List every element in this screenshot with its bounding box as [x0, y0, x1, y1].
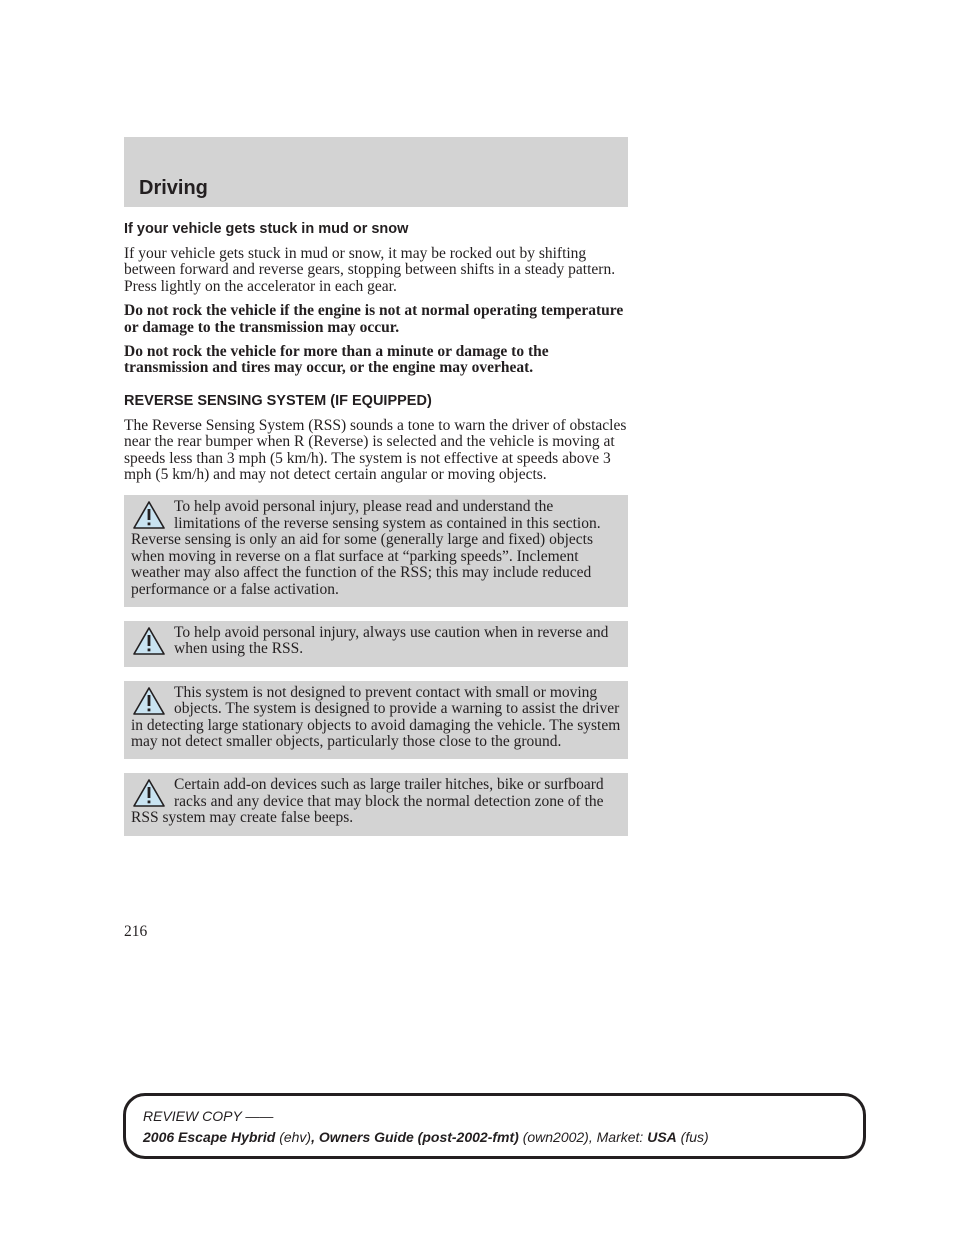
warning-triangle-icon	[132, 500, 166, 530]
warning-text-1: To help avoid personal injury, please read and understand the limitations of the reverse sensing system as contained in this section. Reverse sensing is only an aid for some (generally large and fixed) objects when moving in reverse on a flat surface at “parking speeds”. Inclement weather may also affect the function of the RSS; this may include reduced performance or a false activation.	[131, 498, 601, 598]
footer-market-label: , Market:	[588, 1129, 644, 1145]
warning-box-1	[124, 495, 628, 606]
warning-box-4	[124, 773, 628, 835]
warning-triangle-icon	[132, 626, 166, 656]
warning-triangle-icon	[132, 686, 166, 716]
warning-box-2	[124, 621, 628, 667]
footer-market: USA	[647, 1129, 677, 1145]
section-header-band	[124, 137, 628, 207]
footer-model: 2006 Escape Hybrid	[143, 1129, 276, 1145]
warning-triangle-icon	[132, 778, 166, 808]
footer-review-label: REVIEW COPY ——	[143, 1108, 274, 1124]
footer-guide-code: (own2002)	[522, 1129, 589, 1145]
footer-document-info	[143, 1129, 709, 1145]
stuck-paragraph: If your vehicle gets stuck in mud or snow, it may be rocked out by shifting between forward and reverse gears, stopping between shifts in a steady pattern. Press lightly on the accelerator in each gear.	[124, 245, 616, 295]
page-content	[124, 219, 628, 836]
stuck-heading: If your vehicle gets stuck in mud or snow	[124, 221, 409, 237]
warning-text-2: To help avoid personal injury, always use caution when in reverse and when using the RSS.	[174, 623, 609, 658]
page-number: 216	[124, 923, 148, 940]
footer-guide: , Owners Guide (post-2002-fmt)	[311, 1129, 519, 1145]
review-copy-footer	[123, 1093, 866, 1159]
section-title: Driving	[139, 177, 208, 199]
stuck-caution-1: Do not rock the vehicle if the engine is not at normal operating temperature or damage to the transmission may occur.	[124, 302, 624, 336]
stuck-caution-2: Do not rock the vehicle for more than a minute or damage to the transmission and tires may occur, or the engine may overheat.	[124, 343, 549, 377]
footer-market-code: (fus)	[680, 1129, 709, 1145]
rss-paragraph: The Reverse Sensing System (RSS) sounds a tone to warn the driver of obstacles near the rear bumper when R (Reverse) is selected and the vehicle is moving at speeds less than 3 mph (5 km/h). The system is not effective at speeds above 3 mph (5 km/h) and may not detect certain angular or moving objects.	[124, 416, 627, 484]
footer-model-code: (ehv)	[279, 1129, 312, 1145]
warning-box-3	[124, 681, 628, 760]
rss-heading: REVERSE SENSING SYSTEM (IF EQUIPPED)	[124, 392, 432, 409]
warning-text-3: This system is not designed to prevent contact with small or moving objects. The system is designed to provide a warning to assist the driver in detecting large stationary objects to avoid damaging the vehicle. The system may not detect smaller objects, particularly those close to the ground.	[131, 683, 621, 750]
warning-text-4: Certain add-on devices such as large trailer hitches, bike or surfboard racks and any device that may block the normal detection zone of the RSS system may create false beeps.	[131, 776, 604, 827]
